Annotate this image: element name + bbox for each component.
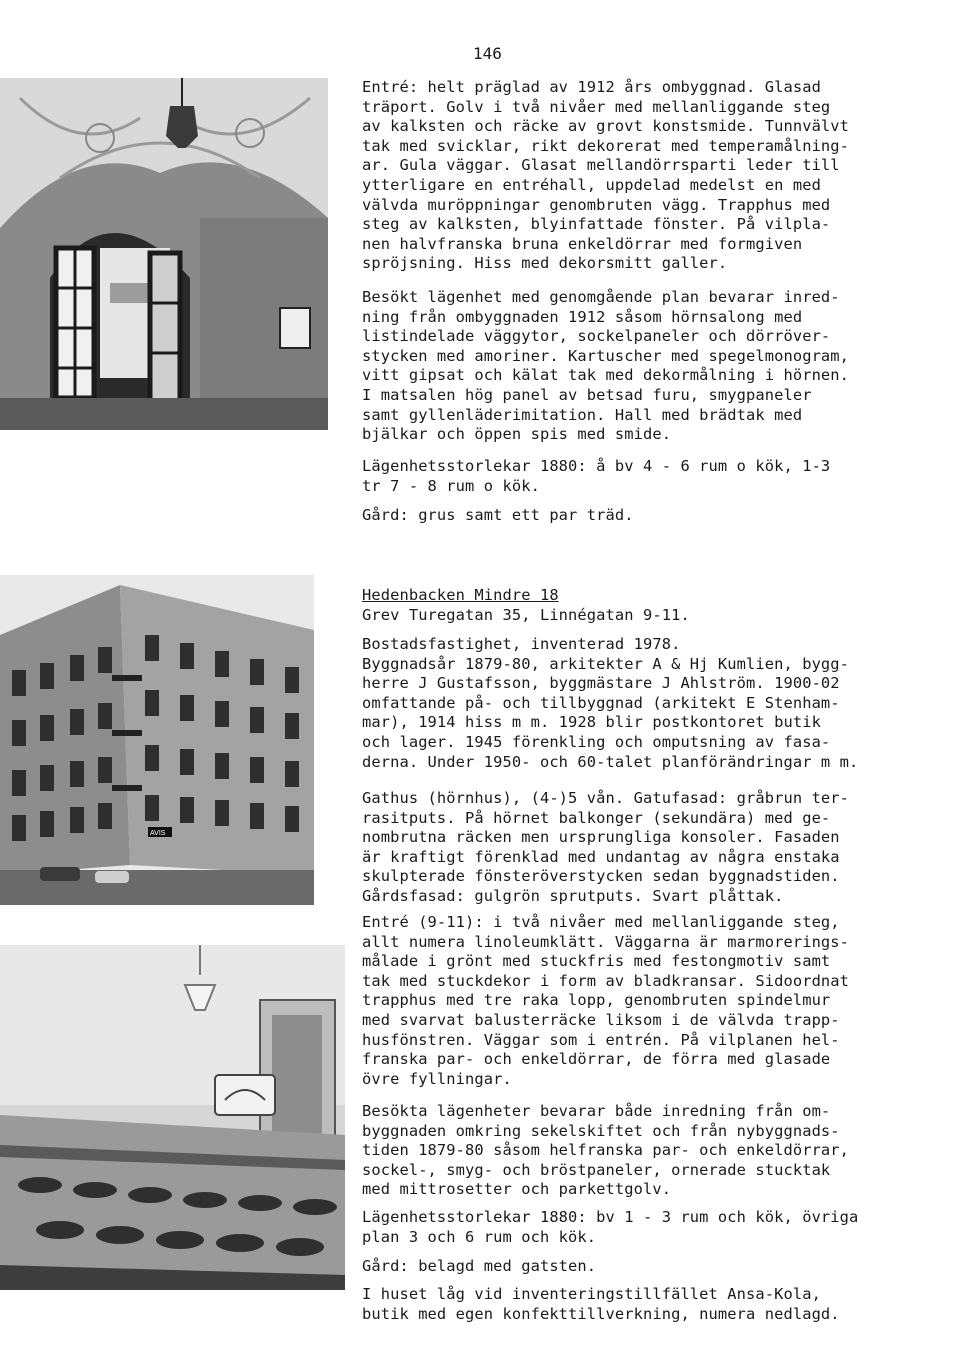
text-line: Gårdsfasad: gulgrön sprutputs. Svart plåttak. xyxy=(362,886,784,905)
text-line: sockel-, smyg- och bröstpaneler, ornerade stucktak xyxy=(362,1160,831,1179)
text-line: bjälkar och öppen spis med smide. xyxy=(362,425,672,444)
text-line: Bostadsfastighet, inventerad 1978. xyxy=(362,635,681,653)
section-1-paragraph-3 xyxy=(362,457,922,496)
text-line: allt numera linoleumklätt. Väggarna är marmorerings- xyxy=(362,932,850,951)
text-line: franska par- och enkeldörrar, de förra med glasade xyxy=(362,1050,831,1069)
text-line: butik med egen konfekttillverkning, numera nedlagd. xyxy=(362,1304,840,1323)
section-2-paragraph-3 xyxy=(362,913,922,1089)
text-line: trapphus med tre raka lopp, genombruten spindelmur xyxy=(362,991,831,1010)
text-line: Gård: belagd med gatsten. xyxy=(362,1257,597,1275)
text-line: övre fyllningar. xyxy=(362,1069,512,1088)
text-line: spröjsning. Hiss med dekorsmitt galler. xyxy=(362,254,728,273)
page-number: 146 xyxy=(473,44,502,63)
text-line: ytterligare en entréhall, uppdelad medelst en med xyxy=(362,175,821,194)
text-line: I huset låg vid inventeringstillfället Ansa-Kola, xyxy=(362,1285,821,1303)
section-2-paragraph-1 xyxy=(362,635,922,772)
section-2-paragraph-7 xyxy=(362,1285,922,1324)
text-line: Gård: grus samt ett par träd. xyxy=(362,506,634,524)
text-line: och lager. 1945 förenkling och omputsning av fasa- xyxy=(362,732,831,751)
text-line: nombrutna räcken men ursprungliga konsoler. Fasaden xyxy=(362,828,840,847)
section-2-paragraph-2 xyxy=(362,789,922,907)
text-line: Entré: helt präglad av 1912 års ombyggnad. Glasad xyxy=(362,78,821,96)
text-line: Besökt lägenhet med genomgående plan bevarar inred- xyxy=(362,288,840,306)
section-2-heading xyxy=(362,586,922,625)
text-line: stycken med amoriner. Kartuscher med spegelmonogram, xyxy=(362,346,850,365)
text-line: plan 3 och 6 rum och kök. xyxy=(362,1227,597,1246)
section-1-paragraph-4 xyxy=(362,506,922,526)
text-line: välvda muröppningar genombruten vägg. Trapphus med xyxy=(362,195,831,214)
property-address: Grev Turegatan 35, Linnégatan 9-11. xyxy=(362,605,690,624)
text-line: mar), 1914 hiss m m. 1928 blir postkontoret butik xyxy=(362,713,821,732)
text-line: målade i grönt med stuckfris med festongmotiv samt xyxy=(362,952,831,971)
text-line: nen halvfranska bruna enkeldörrar med formgiven xyxy=(362,234,803,253)
text-line: rasitputs. På hörnet balkonger (sekundära) med ge- xyxy=(362,808,831,827)
text-line: tak med stuckdekor i form av bladkransar. Sidoordnat xyxy=(362,971,850,990)
text-line: skulpterade fönsteröverstycken sedan byggnadstiden. xyxy=(362,867,840,886)
shop-sign-text: AVIS xyxy=(150,830,166,837)
text-line: med mittrosetter och parkettgolv. xyxy=(362,1180,672,1199)
text-line: med svarvat balusterräcke liksom i de välvda trapp- xyxy=(362,1010,840,1029)
text-line: tiden 1879-80 såsom helfranska par- och enkeldörrar, xyxy=(362,1141,850,1160)
text-line: Lägenhetsstorlekar 1880: å bv 4 - 6 rum o kök, 1-3 xyxy=(362,457,831,475)
photo-entrance-hall xyxy=(0,78,328,430)
property-title: Hedenbacken Mindre 18 xyxy=(362,586,559,604)
section-1-paragraph-2 xyxy=(362,288,922,445)
text-line: av kalksten och räcke av grovt konstsmide. Tunnvälvt xyxy=(362,117,850,136)
text-line: ning från ombyggnaden 1912 såsom hörnsalong med xyxy=(362,307,803,326)
text-line: är kraftigt förenklad med undantag av några enstaka xyxy=(362,847,840,866)
text-line: Entré (9-11): i två nivåer med mellanliggande steg, xyxy=(362,913,840,931)
text-line: samt gyllenläderimitation. Hall med brädtak med xyxy=(362,405,803,424)
text-line: listindelade väggytor, sockelpaneler och dörröver- xyxy=(362,327,831,346)
text-line: Byggnadsår 1879-80, arkitekter A & Hj Kumlien, bygg- xyxy=(362,654,850,673)
section-2-paragraph-6 xyxy=(362,1257,922,1277)
section-1-text xyxy=(362,78,922,274)
text-line: ar. Gula väggar. Glasat mellandörrsparti leder till xyxy=(362,156,840,175)
text-line: herre J Gustafsson, byggmästare J Ahlström. 1900-02 xyxy=(362,674,840,693)
text-line: derna. Under 1950- och 60-talet planförändringar m m. xyxy=(362,752,859,771)
text-line: tr 7 - 8 rum o kök. xyxy=(362,476,540,495)
text-line: byggnaden omkring sekelskiftet och från nybyggnads- xyxy=(362,1121,840,1140)
text-line: Lägenhetsstorlekar 1880: bv 1 - 3 rum och kök, övriga xyxy=(362,1208,859,1226)
text-line: husfönstren. Väggar som i entrén. På vilplanen hel- xyxy=(362,1030,840,1049)
section-2-paragraph-5 xyxy=(362,1208,922,1247)
text-line: Besökta lägenheter bevarar både inredning från om- xyxy=(362,1102,831,1120)
text-line: omfattande på- och tillbyggnad (arkitekt E Stenham- xyxy=(362,693,840,712)
text-line: vitt gipsat och kälat tak med dekormålning i hörnen. xyxy=(362,366,850,385)
text-line: träport. Golv i två nivåer med mellanliggande steg xyxy=(362,97,831,116)
section-2-paragraph-4 xyxy=(362,1102,922,1200)
photo-corner-building xyxy=(0,575,314,905)
text-line: Gathus (hörnhus), (4-)5 vån. Gatufasad: gråbrun ter- xyxy=(362,789,850,807)
text-line: steg av kalksten, blyinfattade fönster. På vilpla- xyxy=(362,215,831,234)
text-line: I matsalen hög panel av betsad furu, smygpaneler xyxy=(362,385,812,404)
text-line: tak med svicklar, rikt dekorerat med temperamålning- xyxy=(362,136,850,155)
photo-shop-interior xyxy=(0,945,345,1290)
